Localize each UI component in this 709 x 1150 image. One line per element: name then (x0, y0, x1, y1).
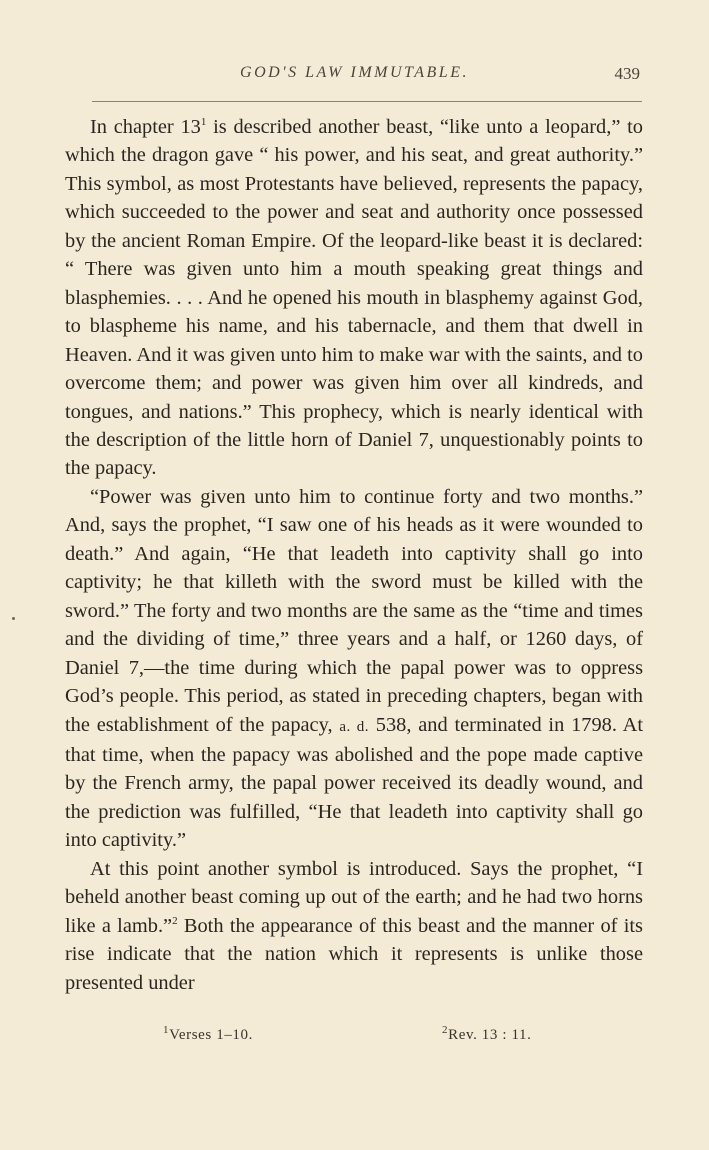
era-abbreviation: a. d. (339, 718, 369, 735)
paragraph (65, 855, 643, 997)
paragraph-text: At this point another symbol is introduced. Says the prophet, “I beheld another beast coming up out of the earth; and he had two horns like a lamb.” (65, 857, 643, 937)
running-head (0, 64, 709, 88)
stray-ink-mark (12, 617, 15, 620)
paragraph-text: is described another beast, “like unto a leopard,” to which the dragon gave “ his power, and his seat, and great authority.” This symbol, as most Protestants have believed, represents the papacy, which succeeded to the power and seat and authority once possessed by the ancient Roman Empire. Of the leopard-like beast it is declared: “ There was given unto him a mouth speaking great things and blasphemies. . . . And he opened his mouth in blasphemy against God, to blaspheme his name, and his tabernacle, and them that dwell in Heaven. And it was given unto him to make war with the saints, and to overcome them; and power was given him over all kindreds, and tongues, and nations.” This prophecy, which is nearly identical with the description of the little horn of Daniel 7, unquestionably points to the papacy. (65, 116, 643, 480)
paragraph-text: In chapter 13 (90, 116, 201, 138)
footnote-reference: 1 (200, 116, 207, 129)
paragraph-text: 538, and terminated in 1798. At that time, when the papacy was abolished and the pope made captive by the French army, the papal power received its deadly wound, and the prediction was fulfilled, “He that leadeth into captivity shall go into captivity.” (65, 713, 644, 852)
footnote-marker: 1 (163, 1024, 170, 1036)
footnote (163, 1024, 253, 1044)
footnote-text: Rev. 13 : 11. (448, 1027, 532, 1043)
footnote (442, 1024, 532, 1044)
body-text (65, 113, 643, 997)
page-number: 439 (614, 64, 640, 83)
footnotes (0, 1024, 709, 1049)
paragraph-text: “Power was given unto him to continue forty and two months.” And, says the prophet, “I saw one of his heads as it were wounded to death.” And again, “He that leadeth into captivity shall go into captivity; he that killeth with the sword must be killed with the sword.” The forty and two months are the same as the “time and times and the dividing of time,” three years and a half, or 1260 days, of Daniel 7,—the time during which the papal power was to oppress God’s people. This period, as stated in preceding chapters, began with the establishment of the papacy, (65, 485, 643, 736)
paragraph-text: Both the appearance of this beast and the manner of its rise indicate that the nation which it represents is unlike those presented under (65, 914, 643, 994)
header-rule (92, 101, 642, 102)
paragraph (65, 483, 643, 855)
running-title: GOD'S LAW IMMUTABLE. (240, 64, 469, 81)
footnote-marker: 2 (442, 1024, 449, 1036)
footnote-text: Verses 1–10. (169, 1027, 253, 1043)
paragraph (65, 113, 643, 483)
footnote-reference: 2 (172, 914, 178, 927)
